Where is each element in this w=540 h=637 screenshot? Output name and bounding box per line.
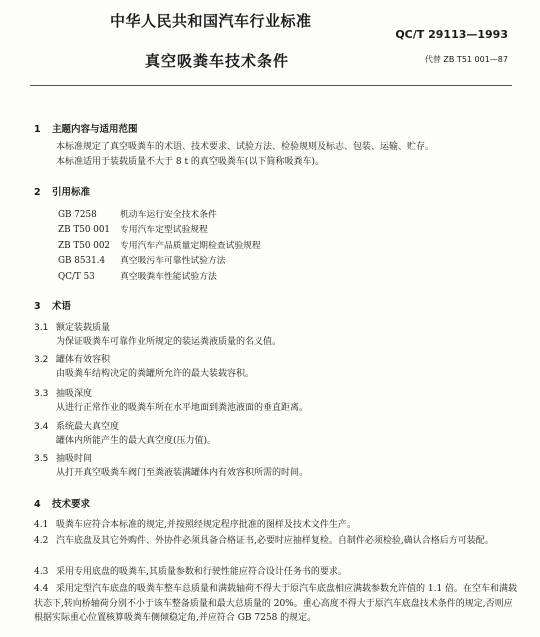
term-heading <box>34 386 92 399</box>
reference-code: ZB T50 002 <box>58 241 111 251</box>
requirement-number: 4.4 <box>34 584 49 594</box>
header-divider <box>30 85 512 86</box>
term-number: 3.3 <box>34 389 49 399</box>
reference-title: 专用汽车定型试验规程 <box>120 225 208 235</box>
term-definition: 从进行正常作业的吸粪车所在水平地面到粪池液面的垂直距离。 <box>56 403 309 413</box>
section-title: 技术要求 <box>52 499 91 510</box>
requirement-item <box>34 565 518 580</box>
term-definition: 从打开真空吸粪车阀门至粪液装满罐体内有效容积所需的时间。 <box>56 468 309 478</box>
term-title: 罐体有效容积 <box>56 355 111 365</box>
reference-title: 真空吸污车可靠性试验方法 <box>120 256 226 266</box>
section-1-paragraph-2: 本标准适用于装载质量不大于 8 t 的真空吸粪车(以下简称吸粪车)。 <box>56 157 324 167</box>
reference-title: 专用汽车产品质量定期检查试验规程 <box>120 241 261 251</box>
reference-item <box>58 222 208 235</box>
term-number: 3.2 <box>34 355 49 365</box>
reference-item <box>58 253 226 266</box>
reference-item <box>58 269 217 282</box>
reference-title: 真空吸粪车性能试验方法 <box>120 272 217 282</box>
section-title: 主题内容与适用范围 <box>52 124 138 135</box>
requirement-number: 4.1 <box>34 520 49 530</box>
standard-code: QC/T 29113—1993 <box>395 28 508 41</box>
section-1-heading <box>34 121 138 135</box>
term-heading <box>34 451 92 464</box>
requirement-number: 4.2 <box>34 536 49 546</box>
section-title: 引用标准 <box>52 187 91 198</box>
term-definition: 为保证吸粪车可靠作业所规定的装运粪液质量的名义值。 <box>56 337 282 347</box>
section-2-heading <box>34 184 90 198</box>
requirement-text: 汽车底盘及其它外购件、外协件必须具备合格证书,必要时应抽样复检。自制件必须检验,确认合格后方可装配。 <box>56 536 494 546</box>
term-definition: 由吸粪车结构决定的粪罐所允许的最大装载容积。 <box>56 369 255 379</box>
term-number: 3.1 <box>34 323 49 333</box>
section-4-heading <box>34 496 90 510</box>
term-heading <box>34 320 110 333</box>
term-heading <box>34 419 119 432</box>
requirement-item <box>34 582 518 626</box>
requirement-number: 4.3 <box>34 567 49 577</box>
term-title: 抽吸时间 <box>56 454 93 464</box>
reference-code: GB 8531.4 <box>58 256 106 266</box>
section-1-paragraph-1: 本标准规定了真空吸粪车的术语、技术要求、试验方法、检验规则及标志、包装、运输、贮存。 <box>56 142 435 152</box>
term-title: 抽吸深度 <box>56 389 93 399</box>
term-title: 系统最大真空度 <box>56 422 120 432</box>
section-title: 术语 <box>52 301 72 312</box>
requirement-text: 采用专用底盘的吸粪车,其质量参数和行驶性能应符合设计任务书的要求。 <box>56 567 347 577</box>
section-number: 3 <box>34 301 41 312</box>
term-definition: 罐体内所能产生的最大真空度(压力值)。 <box>56 436 217 446</box>
section-number: 4 <box>34 499 41 510</box>
reference-code: QC/T 53 <box>58 272 95 282</box>
section-number: 2 <box>34 187 41 198</box>
requirement-item <box>34 518 518 533</box>
reference-title: 机动车运行安全技术条件 <box>120 210 217 220</box>
term-number: 3.5 <box>34 454 49 464</box>
reference-code: ZB T50 001 <box>58 225 111 235</box>
reference-code: GB 7258 <box>58 210 97 220</box>
requirement-text: 吸粪车应符合本标准的规定,并按照经规定程序批准的图样及技术文件生产。 <box>56 520 356 530</box>
term-heading <box>34 352 110 365</box>
requirement-item <box>34 534 518 549</box>
replaces-note: 代替 ZB T51 001—87 <box>424 55 508 64</box>
document-title: 真空吸粪车技术条件 <box>145 52 290 70</box>
reference-item <box>58 238 261 251</box>
standard-name: 中华人民共和国汽车行业标准 <box>110 12 312 30</box>
term-title: 额定装载质量 <box>56 323 111 333</box>
reference-item <box>58 207 217 220</box>
section-3-heading <box>34 298 71 312</box>
requirement-text: 采用定型汽车底盘的吸粪车整车总质量和满载轴荷不得大于原汽车底盘相应满载参数允许值的 1.1 倍。在空车和满载状态下,转向桥轴荷分别不小于该车整备质量和最大总质量的 20%。重心高度不得大于原汽车底盘技术条件的规定,否则应根据实际重心位置核算吸粪车侧倾稳定角,并应符合 GB 7258 的规定。 <box>34 584 518 623</box>
section-number: 1 <box>34 124 41 135</box>
term-number: 3.4 <box>34 422 49 432</box>
